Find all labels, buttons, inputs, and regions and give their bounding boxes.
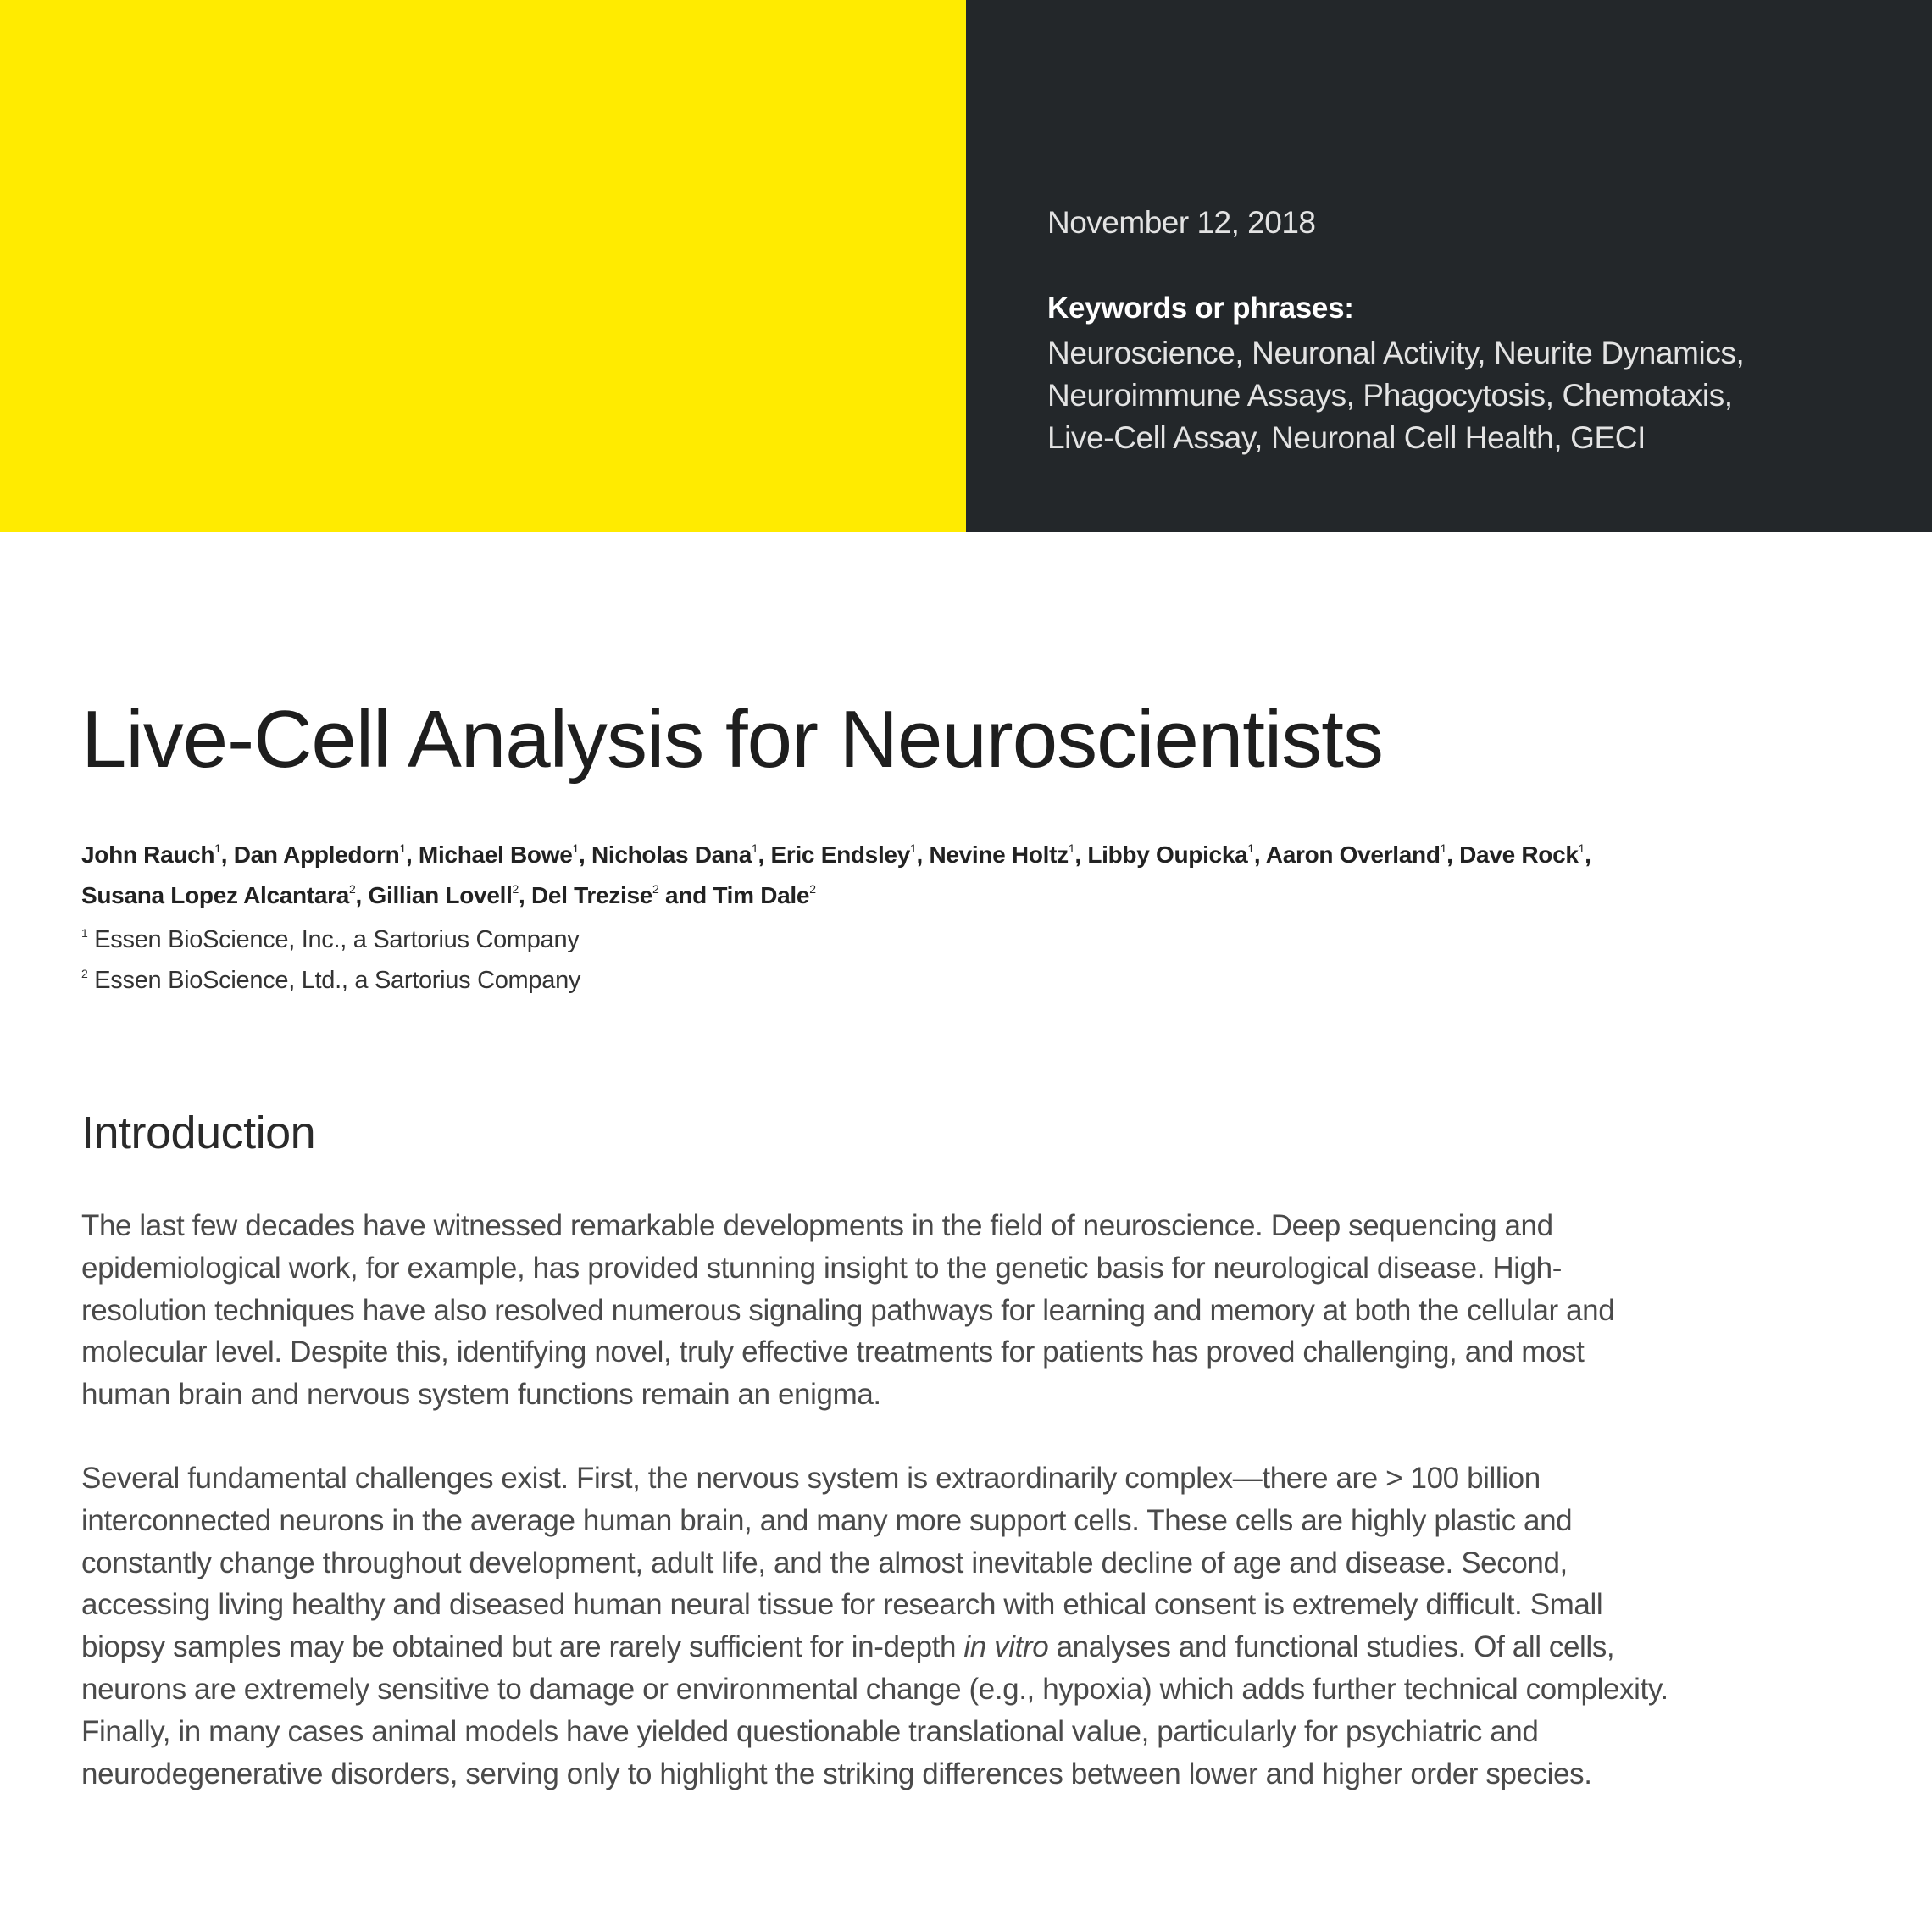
author-line-2 (81, 872, 1591, 913)
author: Dave Rock$^1$, (1459, 841, 1591, 868)
affiliation-2: $^2$ Essen BioScience, Ltd., a Sartorius Company (81, 967, 581, 994)
affiliation-1: $^1$ Essen BioScience, Inc., a Sartorius Company (81, 926, 580, 953)
author-line-1 (81, 831, 1591, 872)
text-line: human brain and nervous system functions remain an enigma. (81, 1378, 881, 1412)
author: Gillian Lovell$^2$, (368, 882, 532, 908)
text-line: neurons are extremely sensitive to damage or environmental change (e.g., hypoxia) which adds further technical complexity. (81, 1672, 1668, 1706)
header-banner (0, 0, 1932, 532)
intro-paragraph-2 (81, 1457, 1668, 1795)
text-line: neurodegenerative disorders, serving only to highlight the striking differences between lower and higher order species. (81, 1757, 1592, 1790)
document-title: Live-Cell Analysis for Neuroscientists (81, 694, 1383, 785)
author: Nevine Holtz$^1$, (929, 841, 1088, 868)
yellow-color-block (0, 0, 966, 532)
author: Del Trezise$^2$ and (531, 882, 713, 908)
keywords-list (1047, 332, 1744, 459)
text-line: interconnected neurons in the average human brain, and many more support cells. These cells are highly plastic and (81, 1503, 1573, 1537)
author: Susana Lopez Alcantara$^2$, (81, 882, 369, 908)
author: John Rauch$^1$, (81, 841, 234, 868)
text-line: biopsy samples may be obtained but are rarely sufficient for in-depth in vitro analyses and functional studies. Of all cells, (81, 1630, 1615, 1664)
text-line: Finally, in many cases animal models have yielded questionable translational value, particularly for psychiatric and (81, 1714, 1539, 1748)
keywords-label: Keywords or phrases: (1047, 291, 1354, 325)
italic-term: in vitro (963, 1630, 1049, 1664)
text-line: The last few decades have witnessed remarkable developments in the field of neuroscience. Deep sequencing and (81, 1209, 1553, 1242)
author: Libby Oupicka$^1$, (1087, 841, 1266, 868)
text-line: molecular level. Despite this, identifying novel, truly effective treatments for patients has proved challenging, and most (81, 1335, 1585, 1369)
keywords-line: Live-Cell Assay, Neuronal Cell Health, GECI (1047, 420, 1646, 455)
text-line: accessing living healthy and diseased human neural tissue for research with ethical consent is extremely difficult. Small (81, 1588, 1603, 1622)
text-line: Several fundamental challenges exist. First, the nervous system is extraordinarily complex—there are > 100 billion (81, 1462, 1541, 1495)
text-line: epidemiological work, for example, has provided stunning insight to the genetic basis for neurological disease. High- (81, 1251, 1562, 1285)
keywords-line: Neuroscience, Neuronal Activity, Neurite Dynamics, (1047, 336, 1745, 370)
author-list (81, 831, 1591, 913)
section-heading-introduction: Introduction (81, 1108, 316, 1158)
keywords-line: Neuroimmune Assays, Phagocytosis, Chemotaxis, (1047, 378, 1733, 413)
author: Nicholas Dana$^1$, (591, 841, 771, 868)
author: Tim Dale$^2$ (713, 882, 816, 908)
text-line: constantly change throughout development, adult life, and the almost inevitable decline of age and disease. Second, (81, 1546, 1568, 1579)
author: Dan Appledorn$^1$, (233, 841, 419, 868)
text-line: resolution techniques have also resolved numerous signaling pathways for learning and memory at both the cellular and (81, 1293, 1615, 1327)
intro-paragraph-1 (81, 1205, 1614, 1416)
affiliations (81, 916, 580, 997)
publication-date: November 12, 2018 (1047, 205, 1316, 240)
author: Aaron Overland$^1$, (1265, 841, 1460, 868)
dark-info-panel (966, 0, 1932, 532)
author: Michael Bowe$^1$, (418, 841, 591, 868)
author: Eric Endsley$^1$, (770, 841, 930, 868)
